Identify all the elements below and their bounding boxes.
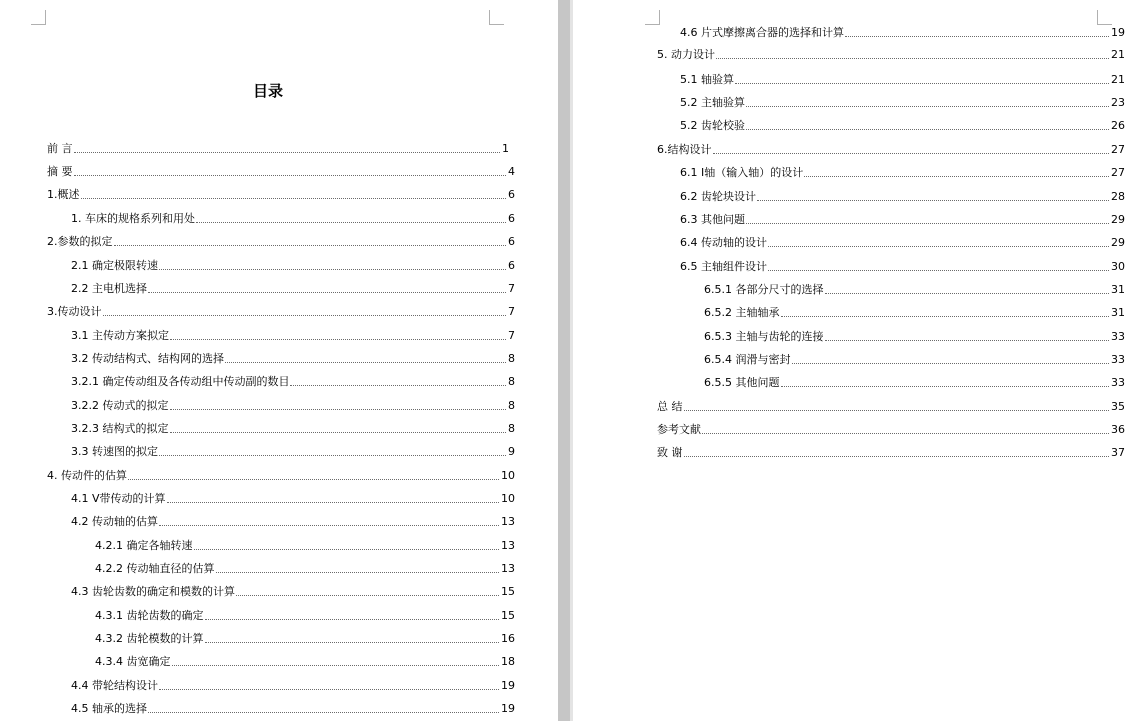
toc-entry-page-number: 13 bbox=[501, 515, 515, 528]
toc-dot-leader bbox=[205, 619, 500, 620]
toc-entry-label: 致 谢 bbox=[657, 446, 683, 459]
toc-dot-leader bbox=[845, 36, 1109, 37]
toc-entry[interactable] bbox=[71, 443, 515, 459]
toc-entry-page-number: 31 bbox=[1111, 306, 1125, 319]
toc-dot-leader bbox=[159, 689, 499, 690]
toc-entry[interactable] bbox=[95, 537, 515, 553]
toc-entry-page-number: 23 bbox=[1111, 96, 1125, 109]
toc-dot-leader bbox=[757, 200, 1109, 201]
toc-entry-page-number: 7 bbox=[508, 305, 515, 318]
crop-mark-top-right bbox=[1097, 10, 1112, 25]
toc-entry[interactable] bbox=[680, 24, 1125, 40]
toc-dot-leader bbox=[103, 315, 507, 316]
toc-entry-page-number: 7 bbox=[508, 329, 515, 342]
toc-dot-leader bbox=[170, 432, 507, 433]
toc-dot-leader bbox=[128, 479, 499, 480]
toc-entry-label: 6.5 主轴组件设计 bbox=[680, 260, 767, 273]
toc-entry-page-number: 19 bbox=[501, 679, 515, 692]
toc-dot-leader bbox=[792, 363, 1110, 364]
toc-dot-leader bbox=[114, 245, 507, 246]
toc-entry[interactable] bbox=[71, 350, 515, 366]
toc-entry-page-number: 30 bbox=[1111, 260, 1125, 273]
toc-entry-page-number: 31 bbox=[1111, 283, 1125, 296]
toc-entry-label: 3.2.1 确定传动组及各传动组中传动副的数目 bbox=[71, 375, 290, 388]
toc-entry-label: 5. 动力设计 bbox=[657, 48, 715, 61]
toc-entry[interactable] bbox=[95, 653, 515, 669]
toc-entry-page-number: 27 bbox=[1111, 166, 1125, 179]
toc-dot-leader bbox=[684, 410, 1110, 411]
toc-entry-label: 4.5 轴承的选择 bbox=[71, 702, 147, 715]
toc-entry[interactable] bbox=[680, 188, 1125, 204]
toc-entry-page-number: 4 bbox=[508, 165, 515, 178]
toc-entry[interactable] bbox=[71, 677, 515, 693]
toc-dot-leader bbox=[148, 292, 506, 293]
toc-entry-label: 6.1 I轴（输入轴）的设计 bbox=[680, 166, 804, 179]
toc-entry-label: 1.概述 bbox=[47, 188, 80, 201]
toc-entry-label: 3.3 转速图的拟定 bbox=[71, 445, 158, 458]
toc-entry-label: 5.2 主轴验算 bbox=[680, 96, 745, 109]
crop-mark-top-right bbox=[489, 10, 504, 25]
toc-entry-label: 摘 要 bbox=[47, 165, 73, 178]
toc-entry[interactable] bbox=[71, 490, 515, 506]
toc-entry-page-number: 19 bbox=[501, 702, 515, 715]
toc-entry-label: 6.5.2 主轴轴承 bbox=[704, 306, 780, 319]
toc-entry-page-number: 27 bbox=[1111, 143, 1125, 156]
toc-entry-label: 6.3 其他问题 bbox=[680, 213, 745, 226]
toc-entry[interactable] bbox=[71, 373, 515, 389]
toc-entry-label: 2.1 确定极限转速 bbox=[71, 259, 158, 272]
toc-dot-leader bbox=[746, 129, 1109, 130]
toc-entry[interactable] bbox=[657, 46, 1125, 62]
toc-dot-leader bbox=[216, 572, 500, 573]
toc-dot-leader bbox=[768, 246, 1109, 247]
toc-entry[interactable] bbox=[680, 234, 1125, 250]
toc-entry[interactable] bbox=[680, 164, 1125, 180]
toc-entry[interactable] bbox=[47, 303, 515, 319]
toc-entry-label: 4.3 齿轮齿数的确定和模数的计算 bbox=[71, 585, 235, 598]
toc-dot-leader bbox=[170, 409, 507, 410]
toc-entry[interactable] bbox=[71, 583, 515, 599]
toc-entry-label: 前 言 bbox=[47, 142, 73, 155]
toc-entry-label: 6.5.1 各部分尺寸的选择 bbox=[704, 283, 824, 296]
toc-entry[interactable] bbox=[71, 210, 515, 226]
toc-entry-label: 3.2 传动结构式、结构网的选择 bbox=[71, 352, 224, 365]
toc-entry-label: 3.2.3 结构式的拟定 bbox=[71, 422, 169, 435]
toc-entry-label: 3.传动设计 bbox=[47, 305, 102, 318]
toc-dot-leader bbox=[768, 270, 1109, 271]
toc-entry[interactable] bbox=[704, 351, 1125, 367]
toc-dot-leader bbox=[684, 456, 1110, 457]
toc-entry[interactable] bbox=[704, 304, 1125, 320]
toc-entry-page-number: 6 bbox=[508, 212, 515, 225]
toc-entry-page-number: 13 bbox=[501, 562, 515, 575]
toc-entry-page-number: 10 bbox=[501, 469, 515, 482]
page-left bbox=[0, 0, 558, 721]
toc-entry-label: 总 结 bbox=[657, 400, 683, 413]
toc-dot-leader bbox=[194, 549, 500, 550]
toc-entry-label: 1. 车床的规格系列和用处 bbox=[71, 212, 195, 225]
toc-title: 目录 bbox=[252, 82, 283, 100]
toc-dot-leader bbox=[702, 433, 1109, 434]
toc-dot-leader bbox=[196, 222, 506, 223]
toc-dot-leader bbox=[172, 665, 500, 666]
toc-entry-page-number: 8 bbox=[508, 422, 515, 435]
toc-entry-label: 4.2.2 传动轴直径的估算 bbox=[95, 562, 215, 575]
toc-entry[interactable] bbox=[680, 258, 1125, 274]
toc-entry-label: 3.1 主传动方案拟定 bbox=[71, 329, 169, 342]
toc-entry-label: 4. 传动件的估算 bbox=[47, 469, 127, 482]
toc-dot-leader bbox=[716, 58, 1109, 59]
toc-entry-label: 6.4 传动轴的设计 bbox=[680, 236, 767, 249]
toc-entry[interactable] bbox=[47, 163, 515, 179]
toc-entry[interactable] bbox=[95, 560, 515, 576]
toc-entry-page-number: 35 bbox=[1111, 400, 1125, 413]
toc-entry-page-number: 6 bbox=[508, 235, 515, 248]
toc-dot-leader bbox=[825, 293, 1110, 294]
toc-entry-label: 6.5.5 其他问题 bbox=[704, 376, 780, 389]
toc-dot-leader bbox=[735, 83, 1109, 84]
toc-entry-label: 2.参数的拟定 bbox=[47, 235, 113, 248]
toc-dot-leader bbox=[159, 269, 506, 270]
toc-dot-leader bbox=[713, 153, 1110, 154]
toc-entry-label: 4.3.1 齿轮齿数的确定 bbox=[95, 609, 204, 622]
toc-entry[interactable] bbox=[704, 374, 1125, 390]
toc-dot-leader bbox=[159, 455, 506, 456]
toc-entry-page-number: 6 bbox=[508, 188, 515, 201]
toc-entry-page-number: 16 bbox=[501, 632, 515, 645]
toc-entry-label: 5.2 齿轮校验 bbox=[680, 119, 745, 132]
toc-entry-label: 4.2.1 确定各轴转速 bbox=[95, 539, 193, 552]
toc-entry[interactable] bbox=[657, 421, 1125, 437]
toc-dot-leader bbox=[781, 316, 1110, 317]
toc-entry-page-number: 33 bbox=[1111, 376, 1125, 389]
toc-entry-label: 3.2.2 传动式的拟定 bbox=[71, 399, 169, 412]
toc-dot-leader bbox=[74, 175, 507, 176]
toc-entry-page-number: 13 bbox=[501, 539, 515, 552]
toc-dot-leader bbox=[825, 340, 1110, 341]
toc-entry-label: 4.4 带轮结构设计 bbox=[71, 679, 158, 692]
toc-entry[interactable] bbox=[657, 398, 1125, 414]
toc-entry[interactable] bbox=[95, 607, 515, 623]
toc-entry-page-number: 33 bbox=[1111, 353, 1125, 366]
toc-entry[interactable] bbox=[680, 117, 1125, 133]
toc-entry[interactable] bbox=[71, 280, 515, 296]
toc-entry-label: 2.2 主电机选择 bbox=[71, 282, 147, 295]
toc-entry[interactable] bbox=[680, 71, 1125, 87]
toc-entry[interactable] bbox=[95, 630, 515, 646]
toc-entry-page-number: 8 bbox=[508, 399, 515, 412]
toc-dot-leader bbox=[781, 386, 1110, 387]
toc-entry[interactable] bbox=[680, 211, 1125, 227]
toc-entry-page-number: 29 bbox=[1111, 236, 1125, 249]
toc-entry-page-number: 19 bbox=[1111, 26, 1125, 39]
toc-entry[interactable] bbox=[657, 444, 1125, 460]
toc-entry-label: 6.结构设计 bbox=[657, 143, 712, 156]
toc-entry-page-number: 8 bbox=[508, 352, 515, 365]
toc-entry[interactable] bbox=[704, 281, 1125, 297]
toc-entry[interactable] bbox=[47, 467, 515, 483]
toc-dot-leader bbox=[236, 595, 499, 596]
toc-entry-page-number: 8 bbox=[508, 375, 515, 388]
toc-entry-page-number: 33 bbox=[1111, 330, 1125, 343]
toc-entry[interactable] bbox=[704, 328, 1125, 344]
toc-entry-label: 4.1 V带传动的计算 bbox=[71, 492, 166, 505]
toc-entry-page-number: 9 bbox=[508, 445, 515, 458]
toc-entry-label: 4.3.4 齿宽确定 bbox=[95, 655, 171, 668]
toc-entry-label: 4.2 传动轴的估算 bbox=[71, 515, 158, 528]
toc-dot-leader bbox=[167, 502, 499, 503]
toc-entry[interactable] bbox=[47, 233, 515, 249]
toc-entry-label: 4.6 片式摩擦离合器的选择和计算 bbox=[680, 26, 844, 39]
toc-entry[interactable] bbox=[71, 513, 515, 529]
toc-entry-label: 参考文献 bbox=[657, 423, 701, 436]
toc-dot-leader bbox=[746, 106, 1109, 107]
toc-dot-leader bbox=[81, 198, 507, 199]
toc-entry[interactable] bbox=[47, 186, 515, 202]
crop-mark-top-left bbox=[645, 10, 660, 25]
toc-entry-label: 4.3.2 齿轮模数的计算 bbox=[95, 632, 204, 645]
toc-entry-page-number: 29 bbox=[1111, 213, 1125, 226]
toc-entry[interactable] bbox=[71, 257, 515, 273]
toc-entry-label: 6.2 齿轮块设计 bbox=[680, 190, 756, 203]
toc-entry-page-number: 26 bbox=[1111, 119, 1125, 132]
toc-dot-leader bbox=[804, 176, 1109, 177]
toc-entry[interactable] bbox=[71, 397, 515, 413]
toc-entry-page-number: 7 bbox=[508, 282, 515, 295]
toc-entry-page-number: 21 bbox=[1111, 48, 1125, 61]
toc-entry-page-number: 18 bbox=[501, 655, 515, 668]
toc-entry[interactable] bbox=[680, 94, 1125, 110]
toc-entry-page-number: 6 bbox=[508, 259, 515, 272]
toc-dot-leader bbox=[746, 223, 1109, 224]
toc-dot-leader bbox=[290, 385, 506, 386]
toc-entry-label: 6.5.3 主轴与齿轮的连接 bbox=[704, 330, 824, 343]
toc-entry-page-number: 28 bbox=[1111, 190, 1125, 203]
page-right bbox=[573, 0, 1135, 721]
toc-entry[interactable] bbox=[657, 141, 1125, 157]
toc-entry-page-number: 36 bbox=[1111, 423, 1125, 436]
toc-entry-page-number: 37 bbox=[1111, 446, 1125, 459]
toc-entry[interactable] bbox=[71, 420, 515, 436]
toc-dot-leader bbox=[225, 362, 506, 363]
crop-mark-top-left bbox=[31, 10, 46, 25]
toc-entry[interactable] bbox=[71, 327, 515, 343]
toc-dot-leader bbox=[148, 712, 499, 713]
toc-dot-leader bbox=[74, 152, 501, 153]
toc-entry-page-number: 15 bbox=[501, 609, 515, 622]
toc-entry-page-number: 15 bbox=[501, 585, 515, 598]
toc-entry-label: 5.1 轴验算 bbox=[680, 73, 734, 86]
toc-entry[interactable] bbox=[47, 140, 509, 156]
toc-dot-leader bbox=[170, 339, 506, 340]
toc-entry-page-number: 21 bbox=[1111, 73, 1125, 86]
toc-dot-leader bbox=[205, 642, 500, 643]
toc-entry-page-number: 1 bbox=[502, 142, 509, 155]
toc-entry-label: 6.5.4 润滑与密封 bbox=[704, 353, 791, 366]
toc-dot-leader bbox=[159, 525, 499, 526]
toc-entry-page-number: 10 bbox=[501, 492, 515, 505]
toc-entry[interactable] bbox=[71, 700, 515, 716]
